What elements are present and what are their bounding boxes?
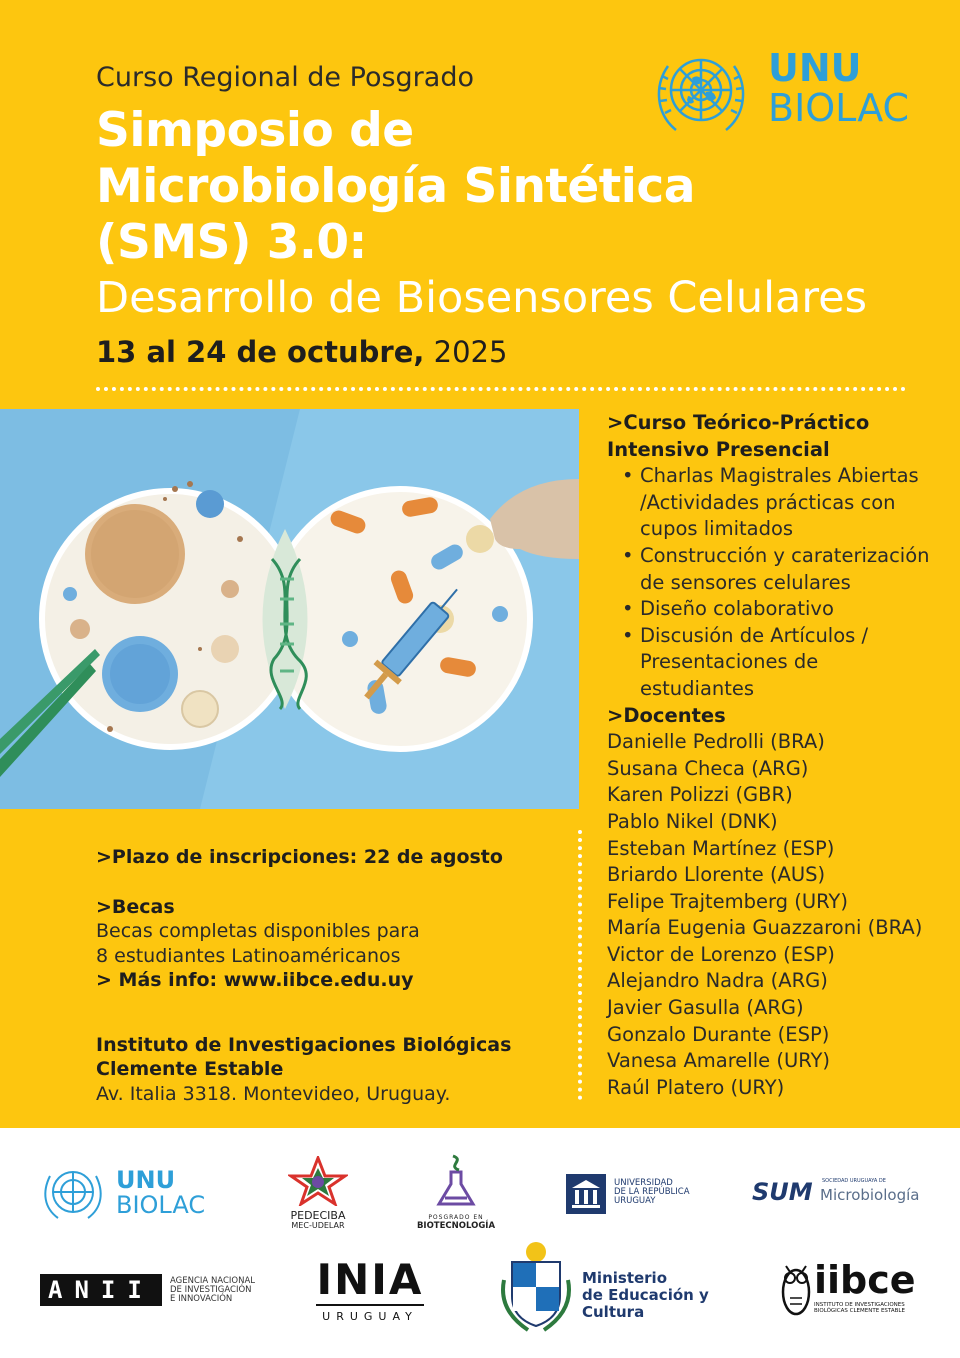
institute-name-1: Instituto de Investigaciones Biológicas bbox=[96, 1033, 512, 1056]
list-item: Karen Polizzi (GBR) bbox=[607, 783, 793, 807]
activities-list bbox=[607, 463, 937, 702]
course-type-heading: >Curso Teórico-Práctico Intensivo Presencial bbox=[607, 411, 870, 461]
list-item: Vanesa Amarelle (URY) bbox=[607, 1049, 831, 1073]
posgrado-biotecnologia-logo: POSGRADO EN BIOTECNOLOGÍA bbox=[414, 1152, 498, 1236]
list-item: Gonzalo Durante (ESP) bbox=[607, 1022, 830, 1046]
microbiology-illustration bbox=[0, 409, 579, 809]
petri-dish-illustration bbox=[0, 409, 579, 809]
event-dates: 13 al 24 de octubre, 2025 bbox=[96, 335, 508, 369]
list-item: Danielle Pedrolli (BRA) bbox=[607, 730, 825, 754]
institute-name-2: Clemente Estable bbox=[96, 1058, 284, 1080]
list-item: • Discusión de Artículos / Presentaciones de estudiantes bbox=[640, 623, 937, 703]
list-item: • Charlas Magistrales Abiertas /Actividades prácticas con cupos limitados bbox=[640, 463, 937, 543]
list-item: Briardo Llorente (AUS) bbox=[607, 863, 826, 887]
list-item: Esteban Martínez (ESP) bbox=[607, 836, 835, 860]
owl-icon bbox=[780, 1258, 812, 1318]
vertical-dotted-divider bbox=[578, 830, 582, 1100]
poster-subtitle: Desarrollo de Biosensores Celulares bbox=[96, 273, 867, 323]
docentes-list bbox=[607, 729, 937, 1101]
university-building-icon bbox=[566, 1174, 606, 1214]
anii-logo: ANII AGENCIA NACIONAL DE INVESTIGACIÓN E INNOVACIÓN bbox=[40, 1274, 260, 1310]
iibce-logo: iibce INSTITUTO DE INVESTIGACIONES BIOLÓGICAS CLEMENTE ESTABLE bbox=[780, 1258, 920, 1328]
list-item: Felipe Trajtemberg (URY) bbox=[607, 889, 848, 913]
registration-deadline: >Plazo de inscripciones: 22 de agosto bbox=[96, 846, 503, 868]
star-icon bbox=[288, 1156, 348, 1206]
list-item: Pablo Nikel (DNK) bbox=[607, 809, 778, 833]
course-details bbox=[607, 410, 937, 1101]
becas-text-2: 8 estudiantes Latinoaméricanos bbox=[96, 944, 401, 967]
udelar-logo: UNIVERSIDAD DE LA REPÚBLICA URUGUAY bbox=[566, 1174, 706, 1218]
list-item: • Construcción y caraterización de sensores celulares bbox=[640, 543, 937, 596]
biolac-text: BIOLAC bbox=[768, 86, 910, 130]
list-item: María Eugenia Guazzaroni (BRA) bbox=[607, 916, 923, 940]
mec-logo: Ministerio de Educación y Cultura bbox=[498, 1240, 768, 1336]
more-info-link[interactable]: > Más info: www.iibce.edu.uy bbox=[96, 969, 414, 991]
un-emblem-icon bbox=[646, 46, 756, 142]
footer-unu-biolac-logo: UNU BIOLAC bbox=[40, 1164, 230, 1224]
list-item: Susana Checa (ARG) bbox=[607, 756, 809, 780]
sum-microbiologia-logo: SUM SOCIEDAD URUGUAYA DE Microbiología bbox=[752, 1178, 920, 1206]
dotted-divider bbox=[96, 387, 906, 391]
docentes-heading: >Docentes bbox=[607, 703, 726, 727]
becas-heading: >Becas bbox=[96, 895, 175, 918]
list-item: Alejandro Nadra (ARG) bbox=[607, 969, 828, 993]
list-item: • Diseño colaborativo bbox=[640, 596, 937, 623]
list-item: Javier Gasulla (ARG) bbox=[607, 996, 804, 1020]
list-item: Raúl Platero (URY) bbox=[607, 1075, 785, 1099]
sponsor-logos-footer bbox=[0, 1128, 960, 1358]
flask-icon bbox=[431, 1152, 481, 1210]
becas-text-1: Becas completas disponibles para bbox=[96, 920, 420, 942]
institute-address: Av. Italia 3318. Montevideo, Uruguay. bbox=[96, 1082, 451, 1105]
inia-uruguay-logo: INIA URUGUAY bbox=[316, 1255, 424, 1323]
unu-text: UNU bbox=[768, 46, 862, 90]
unu-biolac-logo bbox=[646, 46, 926, 142]
list-item: Victor de Lorenzo (ESP) bbox=[607, 942, 835, 966]
registration-info bbox=[96, 845, 566, 1106]
un-emblem-icon bbox=[40, 1164, 106, 1224]
coat-of-arms-icon bbox=[498, 1240, 574, 1334]
course-label: Curso Regional de Posgrado bbox=[96, 62, 474, 93]
poster-title: Simposio de Microbiología Sintética (SMS) 3.0: bbox=[96, 103, 695, 270]
pedeciba-logo: PEDECIBA MEC-UDELAR bbox=[286, 1156, 350, 1236]
